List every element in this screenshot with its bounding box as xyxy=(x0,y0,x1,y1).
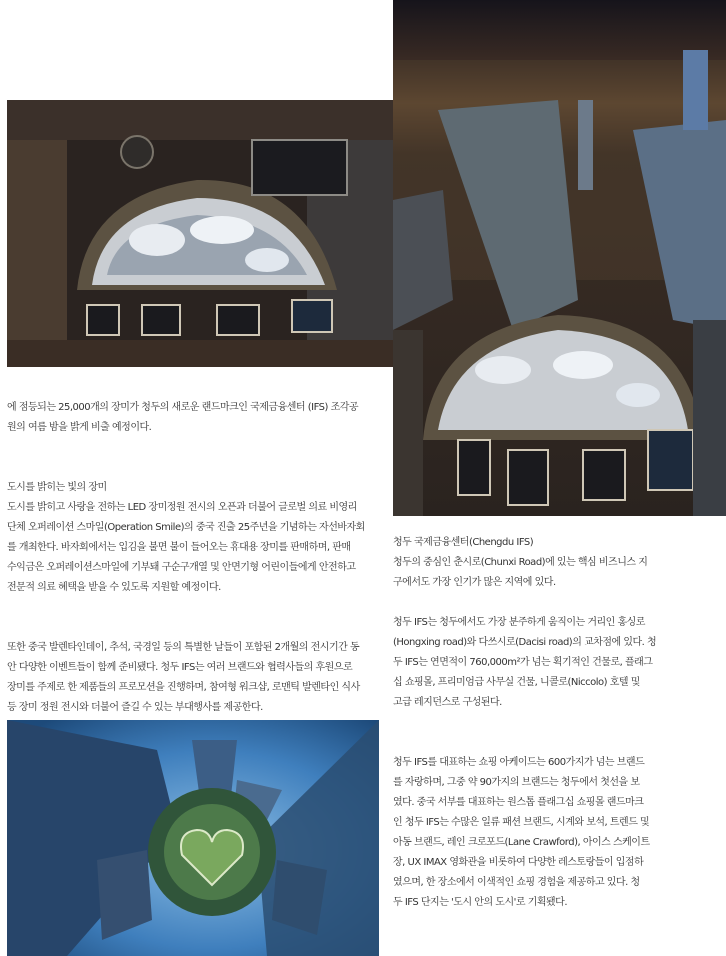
body-line: (Hongxing road)와 다쓰시로(Dacisi road)의 교차점에 있다. 청 xyxy=(393,637,657,648)
caption-line: 청두의 중심인 춘시로(Chunxi Road)에 있는 핵심 비즈니스 지 xyxy=(393,557,648,568)
body-line: 도시를 밝히고 사랑을 전하는 LED 장미정원 전시의 오픈과 더불어 글로벌 의료 비영리 xyxy=(7,502,357,513)
caption-title: 청두 국제금융센터(Chengdu IFS) xyxy=(393,537,534,548)
body-line: 장미를 주제로 한 제품들의 프로모션을 진행하며, 참여형 워크샵, 로맨틱 발렌타인 식사 xyxy=(7,682,360,693)
body-line: 아동 브랜드, 레인 크로포드(Lane Crawford), 아이스 스케이트 xyxy=(393,837,650,848)
left-article-column xyxy=(7,398,379,718)
body-line: 청두 IFS는 청두에서도 가장 분주하게 움직이는 거리인 홍싱로 xyxy=(393,617,645,628)
body-line: 청두 IFS를 대표하는 쇼핑 아케이드는 600가지가 넘는 브랜드 xyxy=(393,757,645,768)
right-article-column xyxy=(393,533,663,913)
body-line: 두 IFS는 연면적이 760,000m²가 넘는 획기적인 건물로, 플래그 xyxy=(393,657,653,668)
body-line: 안 다양한 이벤트들이 함께 준비됐다. 청두 IFS는 여러 브랜드와 협력사들의 후원으로 xyxy=(7,662,353,673)
body-line: 고급 레지던스로 구성된다. xyxy=(393,697,502,708)
body-line: 인 청두 IFS는 수많은 일류 패션 브랜드, 시계와 보석, 트렌드 및 xyxy=(393,817,650,828)
intro-line: 원의 여름 밤을 밝게 비출 예정이다. xyxy=(7,422,152,433)
section-title: 도시를 밝히는 빛의 장미 xyxy=(7,482,107,493)
body-line: 였다. 중국 서부를 대표하는 원스톱 플래그십 쇼핑몰 랜드마크 xyxy=(393,797,644,808)
body-line: 였으며, 한 장소에서 이색적인 쇼핑 경험을 제공하고 있다. 청 xyxy=(393,877,640,888)
body-line: 수익금은 오퍼레이션스마일에 기부돼 구순구개열 및 안면기형 어린이들에게 안전하고 xyxy=(7,562,356,573)
body-line: 등 장미 정원 전시와 더불어 즐길 수 있는 부대행사를 제공한다. xyxy=(7,702,263,713)
body-line: 전문적 의료 혜택을 받을 수 있도록 지원할 예정이다. xyxy=(7,582,221,593)
photo-city-night-aerial xyxy=(393,0,726,516)
caption-line: 구에서도 가장 인기가 많은 지역에 있다. xyxy=(393,577,556,588)
body-line: 십 쇼핑몰, 프리미엄급 사무실 건물, 니콜로(Niccolo) 호텔 및 xyxy=(393,677,640,688)
photo-rose-garden-aerial xyxy=(7,100,393,367)
body-line: 를 개최한다. 바자회에서는 입김을 불면 불이 들어오는 휴대용 장미를 판매하며, 판매 xyxy=(7,542,351,553)
body-line: 두 IFS 단지는 '도시 안의 도시'로 기획됐다. xyxy=(393,897,568,908)
body-line: 를 자랑하며, 그중 약 90가지의 브랜드는 청두에서 첫선을 보 xyxy=(393,777,640,788)
body-line: 단체 오퍼레이션 스마일(Operation Smile)의 중국 진출 25주년을 기념하는 자선바자회 xyxy=(7,522,365,533)
intro-line: 에 점등되는 25,000개의 장미가 청두의 새로운 랜드마크인 국제금융센터 (IFS) 조각공 xyxy=(7,402,359,413)
body-line: 또한 중국 발렌타인데이, 추석, 국경일 등의 특별한 날들이 포함된 2개월의 전시기간 동 xyxy=(7,642,360,653)
photo-little-planet-dusk xyxy=(7,720,379,956)
body-line: 장, UX IMAX 영화관을 비롯하여 다양한 레스토랑들이 입점하 xyxy=(393,857,644,868)
